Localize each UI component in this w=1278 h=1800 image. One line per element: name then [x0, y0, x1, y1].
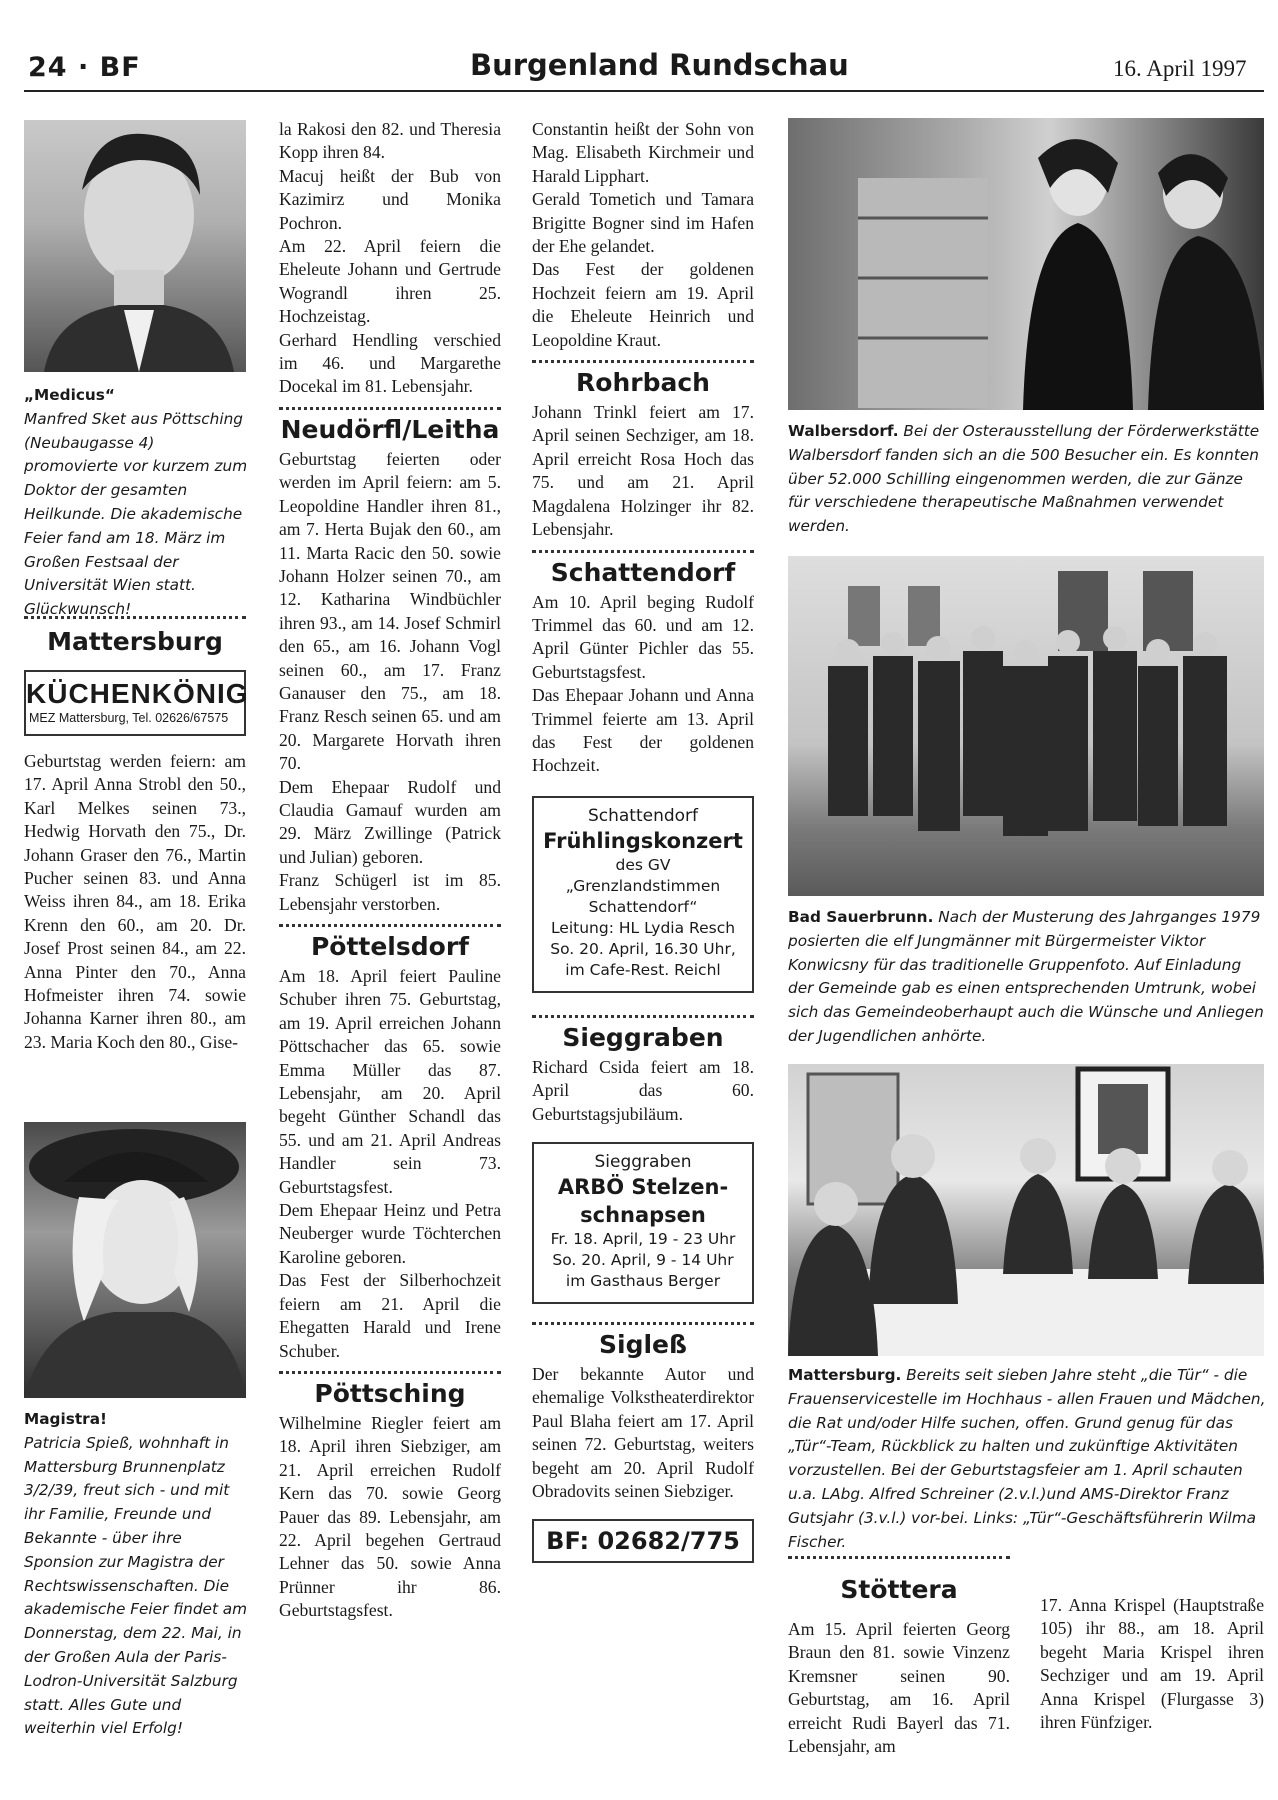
section-head-sieggraben: Sieggraben — [562, 1022, 724, 1052]
para: Gerald Tometich und Tamara Brigitte Bogner sind im Hafen der Ehe gelandet. — [532, 189, 754, 257]
section-head-poettelsdorf: Pöttelsdorf — [310, 932, 470, 961]
divider — [788, 1556, 1010, 1559]
event-box-fruehlingskonzert — [532, 796, 754, 993]
para: Geburtstag werden feiern: am 17. April Anna Strobl den 50., Karl Melkes seinen 73., Hedwig Horvath den 75., Dr. Johann Graser den 76., Martin Pucher seinen 83. und Anna Weiss ihren 84., am 18. Erika Krenn den 60., am 20. Dr. Josef Prost seinen 84., am 22. Anna Pinter den 70., Anna Hofmeister ihren 74. sowie Johanna Karner ihren 80., am 23. Maria Koch den 80., Gise- — [24, 751, 246, 1052]
box-line: So. 20. April, 16.30 Uhr, — [550, 939, 736, 958]
portrait-photo-medicus — [24, 120, 246, 372]
caption-bold: Mattersburg. — [788, 1366, 902, 1384]
box-title: schnapsen — [580, 1202, 706, 1227]
caption-medicus-title: „Medicus“ — [24, 386, 115, 404]
page-number: 24 · BF — [28, 52, 141, 83]
box-title: ARBÖ Stelzen- — [557, 1174, 729, 1199]
section-head-rohrbach: Rohrbach — [576, 368, 710, 398]
box-line: Schattendorf — [587, 805, 699, 826]
box-line: Sieggraben — [594, 1151, 692, 1172]
ad-brand: KÜCHENKÖNIG — [26, 678, 249, 709]
divider — [532, 1015, 754, 1018]
divider — [279, 924, 501, 927]
box-line: Fr. 18. April, 19 - 23 Uhr — [550, 1229, 736, 1248]
ad-sub: MEZ Mattersburg, Tel. 02626/67575 — [29, 711, 229, 725]
photo-mattersburg-tuer — [788, 1064, 1264, 1356]
text-stoettera-2 — [1040, 1594, 1264, 1734]
caption-bold: Bad Sauerbrunn. — [788, 908, 934, 926]
column-3 — [532, 118, 754, 1563]
para: Franz Schügerl ist im 85. Lebensjahr verstorben. — [279, 870, 501, 914]
event-box-stelzenschnapsen — [532, 1142, 754, 1304]
divider — [532, 550, 754, 553]
para: Das Ehepaar Johann und Anna Trimmel feierte am 13. April das Fest der goldenen Hochzeit. — [532, 685, 754, 776]
para: Geburtstag feierten oder werden im April feiern: am 5. Leopoldine Handler ihren 81., am 7. Herta Bujak den 60., am 11. Marta Racic den 50. sowie Johann Holzer seinen 70., am 12. Katharina Windbüchler ihren 93., am 14. Josef Schmirl den 65., am 16. Johann Vogl seinen 60., am 17. Franz Ganauser den 75., am 18. Franz Resch seinen 65. und am 20. Margarete Horvath ihren 70. — [279, 448, 501, 774]
photo-bad-sauerbrunn — [788, 556, 1264, 896]
section-head-neudoerfl: Neudörfl/Leitha — [280, 414, 500, 444]
para: Am 22. April feiern die Eheleute Johann und Gertrude Wograndl ihren 25. Hochzeistag. — [279, 236, 501, 327]
header-rule — [24, 90, 1264, 92]
section-head-sigless: Sigleß — [599, 1329, 687, 1359]
para: Macuj heißt der Bub von Kazimirz und Monika Pochron. — [279, 165, 501, 233]
caption-magistra — [24, 1408, 250, 1741]
caption-text: Bei der Osterausstellung der Förderwerkstätte Walbersdorf fanden sich an die 500 Besucher ein. Es konnten über 52.000 Schilling eingenommen werden, die zur Gänze für verschiedene therapeutische Maßnahmen verwendet werden. — [788, 422, 1260, 536]
para: Das Fest der Silberhochzeit feiern am 21. April die Ehegatten Harald und Irene Schuber. — [279, 1270, 501, 1361]
box-line: im Cafe-Rest. Reichl — [565, 960, 721, 979]
ad-kuechenkoenig — [24, 670, 249, 736]
phone-box: BF: 02682/775 — [532, 1519, 754, 1563]
caption-medicus-text: Manfred Sket aus Pöttsching (Neubaugasse 4) promovierte vor kurzem zum Doktor der gesamten Heilkunde. Die akademische Feier fand am 18. März im Großen Festsaal der Universität Wien statt. Glückwunsch! — [24, 409, 248, 619]
divider — [279, 1371, 501, 1374]
divider — [24, 616, 246, 619]
caption-magistra-text: Patricia Spieß, wohnhaft in Mattersburg Brunnenplatz 3/2/39, freut sich - und mit ihr Familie, Freunde und Bekannte - über ihre Sponsion zur Magistra der Rechtswissenschaften. Die akademische Feier findet am Donnerstag, dem 22. Mai, in der Großen Aula der Paris-Lodron-Universität Salzburg statt. Alles Gute und weiterhin viel Erfolg! — [24, 1433, 248, 1738]
para: Der bekannte Autor und ehemalige Volkstheaterdirektor Paul Blaha feiert am 17. April seinen 72. Geburtstag, weiters begeht am 20. April Rudolf Obradovits seinen Siebziger. — [532, 1363, 754, 1501]
para: 17. Anna Krispel (Hauptstraße 105) ihr 88., am 18. April begeht Maria Krispel ihren Sechziger und am 19. April Anna Krispel (Flurgasse 3) ihren Fünfziger. — [1040, 1595, 1264, 1733]
section-head-schattendorf: Schattendorf — [550, 557, 736, 587]
caption-magistra-title: Magistra! — [24, 1410, 107, 1428]
box-line: So. 20. April, 9 - 14 Uhr — [552, 1250, 734, 1269]
caption-bold: Walbersdorf. — [788, 422, 899, 440]
para: Am 10. April beging Rudolf Trimmel das 60. und am 12. April Günter Pichler das 55. Geburtstagsfest. — [532, 591, 754, 682]
box-line: Leitung: HL Lydia Resch — [550, 918, 736, 937]
section-head-stoettera: Stöttera — [840, 1575, 958, 1604]
section-head-poettsching: Pöttsching — [314, 1378, 466, 1408]
box-line: des GV „Grenzlandstimmen Schattendorf“ — [565, 855, 721, 916]
caption-mattersburg-tuer — [788, 1364, 1266, 1554]
caption-text: Bereits seit sieben Jahre steht „die Tür“ - die Frauenservicestelle im Hochhaus - allen Frauen und Mädchen, die Rat und/oder Hilfe suchen, offen. Grund genug für das „Tür“-Team, Rückblick zu halten und zukünftige Aktivitäten vorzustellen. Bei der Geburtstagsfeier am 1. April schauten u.a. LAbg. Alfred Schreiner (2.v.l.)und AMS-Direktor Franz Gutsjahr (3.v.l.) vor-bei. Links: „Tür“-Geschäftsführerin Wilma Fischer. — [788, 1366, 1266, 1551]
section-head-mattersburg: Mattersburg — [47, 627, 223, 656]
para: Das Fest der goldenen Hochzeit feiern am 19. April die Eheleute Heinrich und Leopoldine Kraut. — [532, 259, 754, 350]
para: Constantin heißt der Sohn von Mag. Elisabeth Kirchmeir und Harald Lipphart. — [532, 119, 754, 186]
box-line: im Gasthaus Berger — [565, 1271, 721, 1290]
para: Wilhelmine Riegler feiert am 18. April ihren Siebziger, am 21. April erreichen Rudolf Kern das 70. sowie Georg Pauer das 89. Lebensjahr, am 22. April begehen Gertraud Lehner das 50. sowie Anna Prünner ihr 86. Geburtstagsfest. — [279, 1412, 501, 1621]
para: Dem Ehepaar Heinz und Petra Neuberger wurde Töchterchen Karoline geboren. — [279, 1200, 501, 1267]
para: la Rakosi den 82. und Theresia Kopp ihren 84. — [279, 119, 501, 163]
caption-walbersdorf — [788, 420, 1266, 539]
issue-date: 16. April 1997 — [1113, 56, 1247, 81]
caption-text: Nach der Musterung des Jahrganges 1979 posierten die elf Jungmänner mit Bürgermeister Viktor Konwicsny für das traditionelle Gruppenfoto. Auf Einladung der Gemeinde gab es einen entsprechenden Umtrunk, wobei sich das Gemeindeoberhaupt auch die Wünsche und Anliegen der Jugendlichen anhörte. — [788, 908, 1264, 1045]
para: Johann Trinkl feiert am 17. April seinen Sechziger, am 18. April erreicht Rosa Hoch das 75. und am 21. April Magdalena Holzinger ihr 82. Lebensjahr. — [532, 402, 754, 540]
newspaper-title: Burgenland Rundschau — [470, 48, 849, 82]
para: Am 18. April feiert Pauline Schuber ihren 75. Geburtstag, am 19. April erreichen Johann Pöttschacher das 65. sowie Emma Müller das 87. Lebensjahr, am 20. April begeht Günther Schandl das 55. und am 21. April Andreas Handler sein 73. Geburtstagsfest. — [279, 966, 501, 1197]
box-title: Frühlingskonzert — [543, 828, 743, 853]
divider — [532, 360, 754, 363]
divider — [532, 1322, 754, 1325]
text-stoettera-1 — [788, 1618, 1010, 1758]
column-2 — [279, 118, 501, 1623]
divider — [279, 407, 501, 410]
caption-medicus — [24, 384, 250, 622]
para: Dem Ehepaar Rudolf und Claudia Gamauf wurden am 29. März Zwillinge (Patrick und Julian) geboren. — [279, 776, 501, 867]
para: Richard Csida feiert am 18. April das 60. Geburtstagsjubiläum. — [532, 1056, 754, 1124]
text-mattersburg — [24, 750, 246, 1054]
caption-bad-sauerbrunn — [788, 906, 1266, 1049]
para: Gerhard Hendling verschied im 46. und Margarethe Docekal im 81. Lebensjahr. — [279, 329, 501, 397]
para: Am 15. April feierten Georg Braun den 81. sowie Vinzenz Kremsner seinen 90. Geburtstag, am 16. April erreicht Rudi Bayerl das 71. Lebensjahr, am — [788, 1619, 1010, 1757]
photo-walbersdorf — [788, 118, 1264, 410]
portrait-photo-magistra — [24, 1122, 246, 1398]
